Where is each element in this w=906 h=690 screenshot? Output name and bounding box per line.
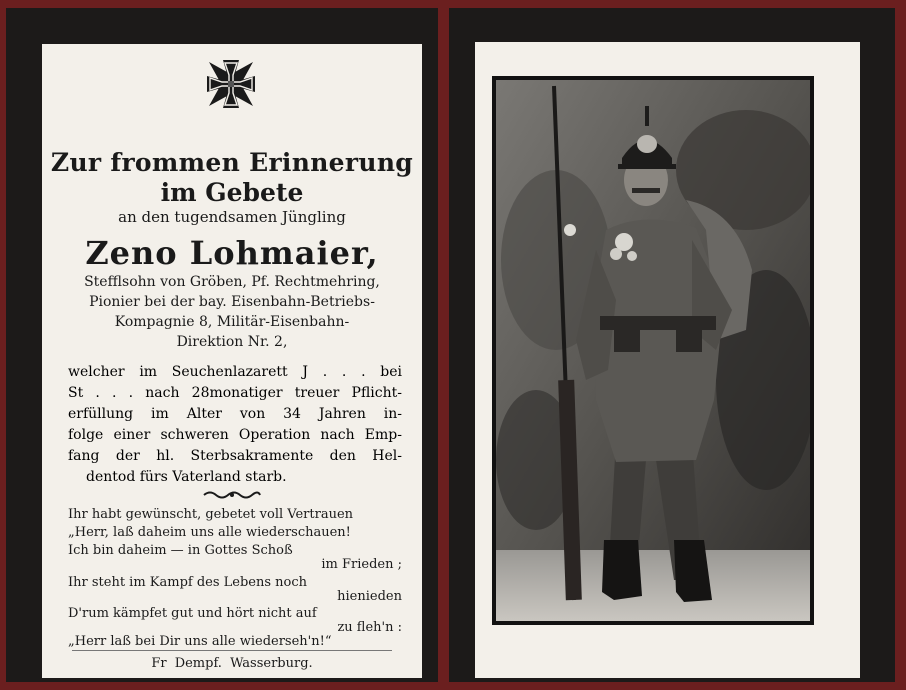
- poem-text: zu fleh'n :: [337, 620, 402, 635]
- body-line: [68, 383, 402, 404]
- body-text: fang der hl. Sterbsakramente den Hel-: [68, 448, 402, 464]
- info-line: Kompagnie 8, Militär-Eisenbahn-: [114, 314, 350, 330]
- body-line: [68, 467, 402, 488]
- poem-line: [68, 588, 402, 606]
- poem-text: im Frieden ;: [321, 557, 402, 572]
- title-line-2: im Gebete: [160, 178, 304, 207]
- photo-paper: [475, 42, 860, 678]
- printer-footer: Fr Dempf. Wasserburg.: [151, 656, 313, 671]
- body-line: [68, 425, 402, 446]
- info-line: Direktion Nr. 2,: [176, 334, 288, 350]
- body-text: St . . . nach 28monatiger treuer Pflicht-: [68, 385, 402, 401]
- poem-line: Ihr steht im Kampf des Lebens noch: [68, 575, 308, 590]
- body-text: folge einer schweren Operation nach Emp-: [68, 427, 402, 443]
- info-line: Stefflsohn von Gröben, Pf. Rechtmehring,: [84, 274, 380, 290]
- poem-text: hienieden: [337, 589, 402, 604]
- footer-divider: [72, 650, 392, 651]
- photo-frame: [492, 76, 814, 625]
- soldier-portrait-photo: [496, 80, 810, 621]
- poem-line: Ihr habt gewünscht, gebetet voll Vertrauen: [68, 507, 354, 522]
- body-line: [68, 446, 402, 467]
- memorial-card-photo-panel: [449, 8, 895, 682]
- memorial-card-text-panel: [6, 8, 438, 682]
- body-text: welcher im Seuchenlazarett J . . . bei: [68, 364, 402, 380]
- poem-line: „Herr, laß daheim uns alle wiederschauen!: [68, 525, 351, 540]
- info-line: Pionier bei der bay. Eisenbahn-Betriebs-: [89, 294, 375, 310]
- body-text: erfüllung im Alter von 34 Jahren in-: [68, 406, 402, 422]
- poem-line: „Herr laß bei Dir uns alle wiederseh'n!“: [68, 634, 332, 649]
- text-paper: [42, 44, 422, 678]
- body-text: dentod fürs Vaterland starb.: [86, 469, 287, 485]
- iron-cross-icon: [203, 56, 259, 112]
- title-line-1: Zur frommen Erinnerung: [50, 148, 414, 177]
- poem-line: Ich bin daheim — in Gottes Schoß: [68, 543, 293, 558]
- poem-line: D'rum kämpfet gut und hört nicht auf: [68, 606, 317, 621]
- ornament-divider-icon: [202, 490, 262, 500]
- intro-text: an den tugendsamen Jüngling: [118, 208, 346, 226]
- deceased-name: Zeno Lohmaier,: [85, 234, 379, 272]
- poem-line: [68, 556, 402, 574]
- body-line: [68, 362, 402, 383]
- body-line: [68, 404, 402, 425]
